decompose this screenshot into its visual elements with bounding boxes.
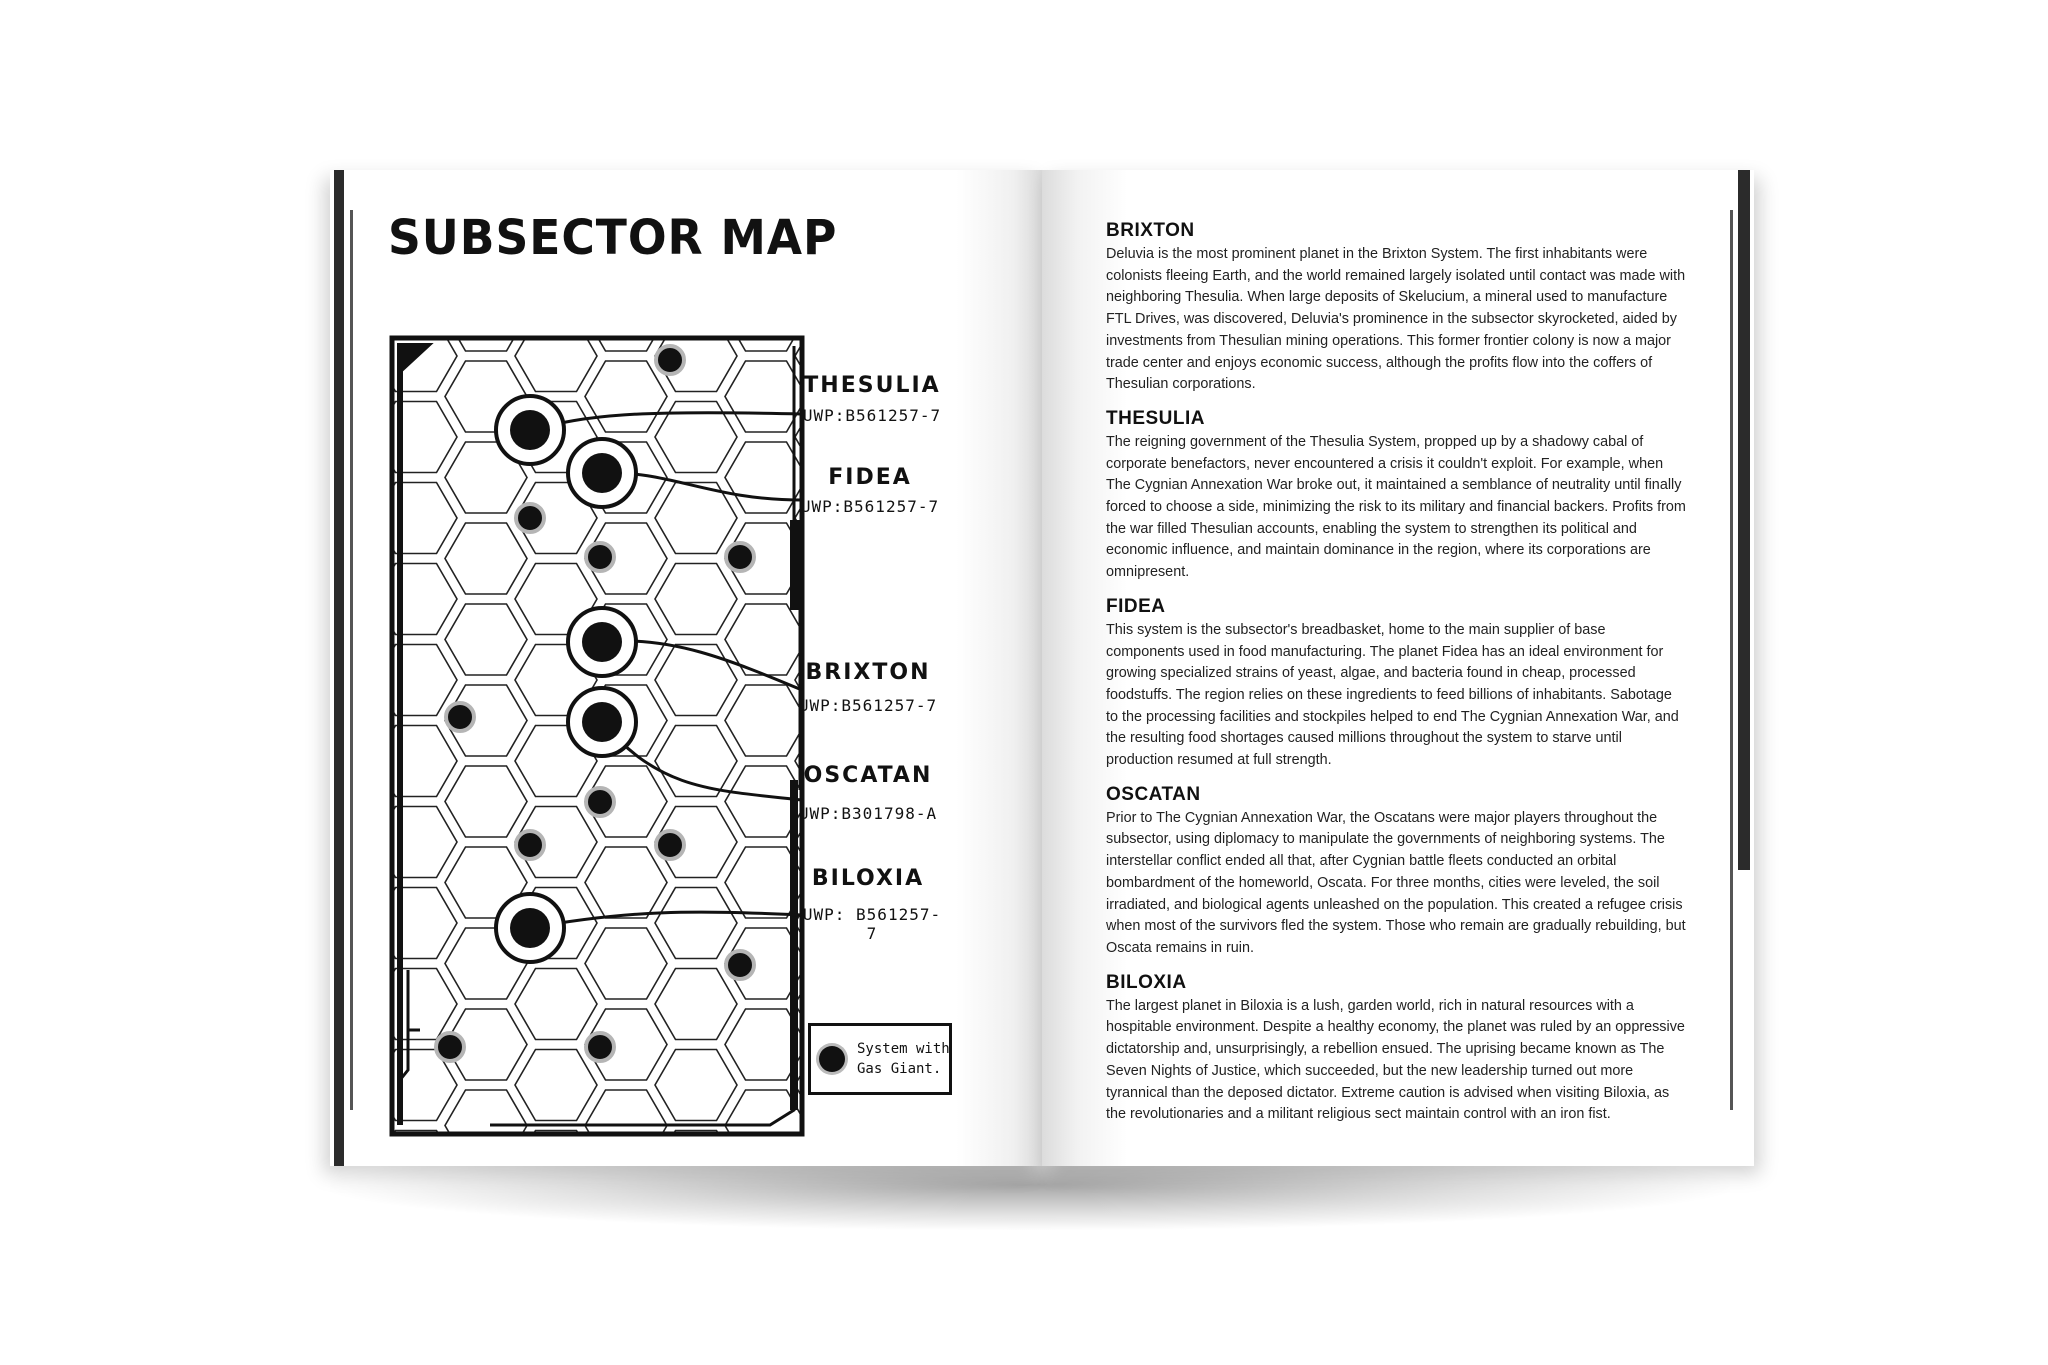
gas-giant-dot-icon [656, 831, 684, 859]
article-heading: BILOXIA [1106, 971, 1187, 993]
system-uwp-thesulia: UWP:B561257-7 [802, 406, 942, 425]
system-connector-line [530, 912, 802, 928]
article-body: The largest planet in Biloxia is a lush, garden world, rich in natural resources with a hospitable environment. Despite a healthy economy, the planet was ruled by an oppressive dictatorship and, unsurprisingly, a rebellion ensued. The uprising became known as The Seven Nights of Justice, which succeeded, but the new leadership turned out more tyrannical than the deposed dictator. Extreme caution is advised when visiting Biloxia, as the revolutionaries and a militant religious sect maintain control with an iron fist. [1106, 997, 1685, 1123]
hex-cell [375, 483, 457, 554]
gas-giant-dot-icon [586, 788, 614, 816]
system-name-brixton: BRIXTON [805, 660, 931, 685]
hex-cell [655, 645, 737, 716]
system-name-biloxia: BILOXIA [811, 866, 925, 891]
system-dots [436, 346, 754, 1061]
hex-cell [585, 928, 667, 999]
gas-giant-dot-icon [516, 504, 544, 532]
hex-cell [375, 888, 457, 959]
hex-cell [445, 766, 527, 837]
major-system-dot [582, 622, 622, 662]
article-heading: FIDEA [1106, 595, 1166, 617]
hex-cell [375, 807, 457, 878]
system-uwp-fidea: UWP:B561257-7 [800, 497, 940, 516]
system-name-fidea: FIDEA [828, 465, 912, 490]
hex-cell [375, 402, 457, 473]
article-brixton [1106, 220, 1686, 396]
major-system-dot [582, 702, 622, 742]
article-body: Prior to The Cygnian Annexation War, the Oscatans were major players throughout the subsector, using diplomacy to manipulate the governments of neighboring systems. The interstellar conflict ended all that, after Cygnian battle fleets conducted an orbital bombardment of the homeworld, Oscata. For three months, cities were leveled, the soil irradiated, and biological agents unleashed on the population. This created a refugee crisis when most of the survivors fled the system. Those who remain are gradually rebuilding, but Oscata remains in ruin. [1106, 809, 1686, 956]
article-thesulia [1106, 408, 1686, 584]
gas-giant-dot-icon [446, 703, 474, 731]
major-system-dot [510, 908, 550, 948]
article-body: Deluvia is the most prominent planet in the Brixton System. The first inhabitants were colonists fleeing Earth, and the world remained largely isolated until contact was made with neighboring Thesulia. When large deposits of Skelucium, a mineral used to manufacture FTL Drives, was discovered, Deluvia's prominence in the subsector skyrocketed, aided by investments from Thesulian mining operations. This former frontier colony is now a major trade center and enjoys economic success, although the profits flow into the coffers of Thesulian corporations. [1106, 246, 1686, 393]
right-page [1042, 170, 1754, 1166]
hex-cell [725, 685, 807, 756]
article-biloxia [1106, 972, 1686, 1126]
map-side-block [790, 520, 800, 610]
hex-cell [515, 321, 597, 392]
hex-cell [515, 1050, 597, 1121]
hex-cell [375, 240, 457, 311]
article-heading: OSCATAN [1106, 783, 1201, 805]
system-name-oscatan: OSCATAN [803, 763, 933, 788]
right-edge-bar [1738, 170, 1750, 870]
gas-giant-dot-icon [656, 346, 684, 374]
major-system-dot [510, 410, 550, 450]
article-heading: BRIXTON [1106, 220, 1195, 241]
map-corner-bracket [400, 346, 426, 1125]
map-legend [808, 1023, 952, 1095]
hex-cell [515, 240, 597, 311]
hex-cell [375, 726, 457, 797]
hex-cell [655, 1050, 737, 1121]
hex-cell [515, 969, 597, 1040]
major-system-dot [582, 453, 622, 493]
gas-giant-dot-icon [436, 1033, 464, 1061]
hex-cell [655, 969, 737, 1040]
page-title: SUBSECTOR MAP [388, 210, 838, 266]
article-body: This system is the subsector's breadbasket, home to the main supplier of base components used in food manufacturing. The planet Fidea has an ideal environment for growing specialized strains of yeast, algae, and bacteria found in cheap, processed foodstuffs. The region relies on these ingredients to feed billions of inhabitants. Sabotage to the processing facilities and stockpiles helped to end The Cygnian Annexation War, and the resulting food shortages caused millions throughout the system to starve until production resumed at full strength. [1106, 621, 1679, 769]
map-side-block [790, 780, 798, 1110]
hex-cell [795, 1131, 877, 1167]
system-uwp-oscatan: UWP:B301798-A [798, 804, 938, 823]
article-oscatan [1106, 784, 1686, 960]
hex-cell [375, 645, 457, 716]
gas-giant-dot-icon [516, 831, 544, 859]
article-body: The reigning government of the Thesulia System, propped up by a shadowy cabal of corporate benefactors, never encountered a crisis it couldn't exploit. For example, when The Cygnian Annexation War broke out, it maintained a semblance of neutrality until finally forced to choose a side, minimizing the risk to its military and financial backers. Profits from the war filled Thesulian accounts, enabling the system to strengthen its political and economic influence, and maintain dominance in the region, where its corporations are omnipresent. [1106, 433, 1686, 581]
system-name-thesulia: THESULIA [803, 373, 941, 398]
gas-giant-dot-icon [726, 951, 754, 979]
hex-cell [795, 564, 877, 635]
hex-cell [375, 564, 457, 635]
system-connector-line [530, 413, 802, 430]
legend-text: System with Gas Giant. [857, 1041, 950, 1077]
hex-cell [795, 483, 877, 554]
gas-giant-dot-icon [726, 543, 754, 571]
right-edge-bar-thin [1730, 210, 1733, 1110]
gas-giant-dot-icon [586, 1033, 614, 1061]
hex-cell [655, 888, 737, 959]
system-uwp-biloxia: UWP: B561257-7 [802, 905, 942, 943]
hex-cell [655, 564, 737, 635]
article-fidea [1106, 596, 1686, 772]
hex-cell [585, 361, 667, 432]
hex-cell [585, 847, 667, 918]
article-heading: THESULIA [1106, 407, 1205, 429]
hex-cell [445, 523, 527, 594]
system-uwp-brixton: UWP:B561257-7 [798, 696, 938, 715]
hex-cell [795, 240, 877, 311]
system-descriptions [1106, 220, 1686, 1138]
gas-giant-dot-icon [586, 543, 614, 571]
left-page [330, 170, 1042, 1166]
hex-cell [655, 240, 737, 311]
hex-cell [445, 604, 527, 675]
gas-giant-dot-icon [819, 1046, 845, 1072]
